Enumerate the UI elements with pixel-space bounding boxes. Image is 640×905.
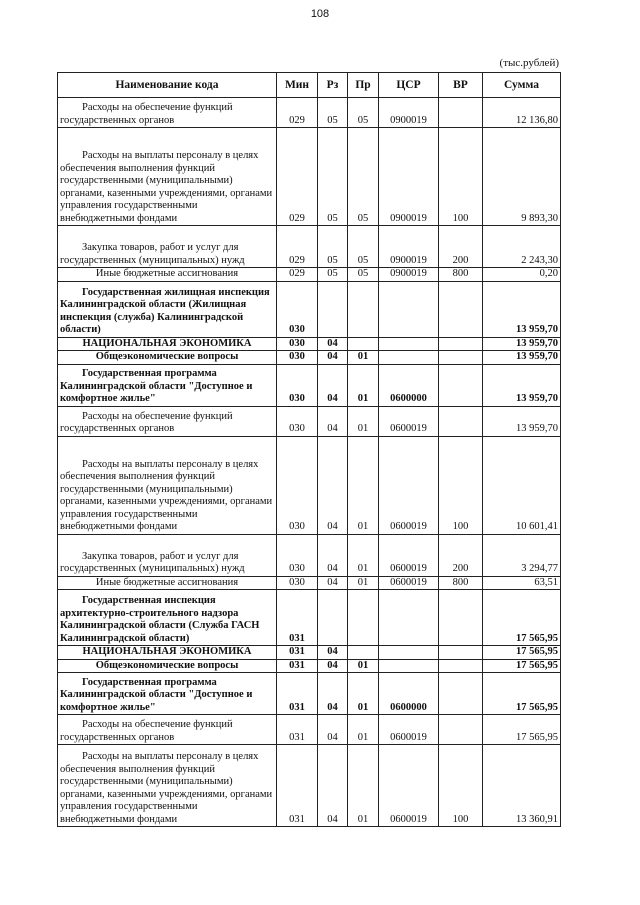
cell-min: 031 (277, 673, 318, 715)
cell-name: НАЦИОНАЛЬНАЯ ЭКОНОМИКА (58, 337, 277, 351)
cell-sum: 13 360,91 (483, 745, 561, 827)
cell-vr (439, 406, 483, 436)
cell-min: 029 (277, 226, 318, 268)
table-row (58, 268, 561, 282)
cell-min: 029 (277, 98, 318, 128)
table-row (58, 436, 561, 534)
cell-sum: 3 294,77 (483, 534, 561, 576)
table-row (58, 590, 561, 646)
header-name: Наименование кода (58, 73, 277, 98)
cell-csr (379, 646, 439, 660)
header-csr: ЦСР (379, 73, 439, 98)
table-row (58, 659, 561, 673)
table-row (58, 576, 561, 590)
cell-sum: 13 959,70 (483, 351, 561, 365)
cell-name: Государственная программа Калининградской области "Доступное и комфортное жилье" (58, 673, 277, 715)
cell-csr: 0600000 (379, 364, 439, 406)
cell-sum: 17 565,95 (483, 715, 561, 745)
table-header-row (58, 73, 561, 98)
cell-min: 029 (277, 268, 318, 282)
cell-csr: 0600000 (379, 673, 439, 715)
cell-name: Государственная жилищная инспекция Калининградской области (Жилищная инспекция (служба) Калининградской области) (58, 281, 277, 337)
cell-sum: 13 959,70 (483, 337, 561, 351)
cell-vr: 800 (439, 268, 483, 282)
cell-csr: 0900019 (379, 128, 439, 226)
table-row (58, 351, 561, 365)
cell-sum: 10 601,41 (483, 436, 561, 534)
cell-vr (439, 351, 483, 365)
cell-vr (439, 646, 483, 660)
cell-vr (439, 715, 483, 745)
cell-csr (379, 337, 439, 351)
page-number: 108 (310, 8, 330, 20)
cell-sum: 17 565,95 (483, 673, 561, 715)
table-row (58, 646, 561, 660)
table-row (58, 281, 561, 337)
cell-vr: 200 (439, 534, 483, 576)
cell-min: 030 (277, 351, 318, 365)
cell-csr: 0600019 (379, 406, 439, 436)
cell-rz: 04 (318, 745, 348, 827)
cell-sum: 13 959,70 (483, 406, 561, 436)
cell-csr: 0600019 (379, 576, 439, 590)
cell-csr: 0900019 (379, 226, 439, 268)
cell-min: 031 (277, 646, 318, 660)
header-rz: Рз (318, 73, 348, 98)
cell-rz: 04 (318, 646, 348, 660)
cell-csr: 0600019 (379, 745, 439, 827)
cell-csr: 0600019 (379, 534, 439, 576)
cell-vr (439, 98, 483, 128)
header-pr: Пр (348, 73, 379, 98)
cell-pr: 01 (348, 364, 379, 406)
cell-rz: 04 (318, 436, 348, 534)
cell-vr (439, 659, 483, 673)
header-sum: Сумма (483, 73, 561, 98)
cell-sum: 2 243,30 (483, 226, 561, 268)
cell-rz: 04 (318, 351, 348, 365)
cell-name: Государственная инспекция архитектурно-строительного надзора Калининградской области (Служба ГАСН Калининградской области) (58, 590, 277, 646)
table-row (58, 406, 561, 436)
table-row (58, 364, 561, 406)
cell-pr: 01 (348, 576, 379, 590)
cell-min: 031 (277, 659, 318, 673)
cell-min: 030 (277, 534, 318, 576)
cell-min: 030 (277, 337, 318, 351)
cell-name: Государственная программа Калининградской области "Доступное и комфортное жилье" (58, 364, 277, 406)
cell-rz: 04 (318, 406, 348, 436)
cell-sum: 17 565,95 (483, 590, 561, 646)
cell-csr: 0600019 (379, 436, 439, 534)
cell-sum: 9 893,30 (483, 128, 561, 226)
cell-pr: 05 (348, 128, 379, 226)
cell-rz: 05 (318, 268, 348, 282)
cell-rz: 04 (318, 534, 348, 576)
cell-csr: 0600019 (379, 715, 439, 745)
cell-min: 029 (277, 128, 318, 226)
cell-name: Иные бюджетные ассигнования (58, 268, 277, 282)
table-row (58, 745, 561, 827)
cell-min: 030 (277, 436, 318, 534)
cell-vr (439, 590, 483, 646)
table-body (58, 98, 561, 827)
cell-csr: 0900019 (379, 268, 439, 282)
cell-pr: 01 (348, 406, 379, 436)
table-row (58, 673, 561, 715)
cell-name: Расходы на выплаты персоналу в целях обеспечения выполнения функций государственными (муниципальными) органами, казенными учреждениями, органами управления государственными внебюджетными фондами (58, 745, 277, 827)
cell-vr (439, 337, 483, 351)
header-vr: ВР (439, 73, 483, 98)
cell-pr (348, 281, 379, 337)
cell-pr (348, 337, 379, 351)
cell-pr: 01 (348, 351, 379, 365)
cell-pr: 01 (348, 659, 379, 673)
cell-name: Закупка товаров, работ и услуг для государственных (муниципальных) нужд (58, 534, 277, 576)
table-row (58, 715, 561, 745)
cell-pr: 01 (348, 745, 379, 827)
header-min: Мин (277, 73, 318, 98)
cell-csr (379, 351, 439, 365)
table-row (58, 98, 561, 128)
cell-csr (379, 281, 439, 337)
cell-rz: 04 (318, 715, 348, 745)
cell-name: НАЦИОНАЛЬНАЯ ЭКОНОМИКА (58, 646, 277, 660)
cell-sum: 17 565,95 (483, 646, 561, 660)
table-row (58, 128, 561, 226)
cell-rz (318, 590, 348, 646)
cell-pr (348, 590, 379, 646)
cell-vr (439, 673, 483, 715)
cell-min: 030 (277, 406, 318, 436)
cell-sum: 12 136,80 (483, 98, 561, 128)
cell-min: 030 (277, 576, 318, 590)
cell-sum: 63,51 (483, 576, 561, 590)
cell-sum: 13 959,70 (483, 281, 561, 337)
cell-sum: 17 565,95 (483, 659, 561, 673)
cell-min: 031 (277, 590, 318, 646)
cell-pr (348, 646, 379, 660)
cell-min: 030 (277, 364, 318, 406)
cell-vr (439, 281, 483, 337)
cell-csr (379, 590, 439, 646)
table-row (58, 226, 561, 268)
table-row (58, 337, 561, 351)
cell-rz: 04 (318, 364, 348, 406)
cell-name: Иные бюджетные ассигнования (58, 576, 277, 590)
cell-name: Расходы на выплаты персоналу в целях обеспечения выполнения функций государственными (муниципальными) органами, казенными учреждениями, органами управления государственными внебюджетными фондами (58, 436, 277, 534)
cell-name: Закупка товаров, работ и услуг для государственных (муниципальных) нужд (58, 226, 277, 268)
cell-sum: 0,20 (483, 268, 561, 282)
cell-rz: 04 (318, 576, 348, 590)
table-row (58, 534, 561, 576)
cell-name: Общеэкономические вопросы (58, 659, 277, 673)
cell-name: Расходы на обеспечение функций государственных органов (58, 406, 277, 436)
cell-rz: 05 (318, 98, 348, 128)
cell-vr: 100 (439, 436, 483, 534)
cell-vr: 100 (439, 128, 483, 226)
units-label: (тыс.рублей) (499, 57, 559, 69)
cell-rz: 05 (318, 128, 348, 226)
cell-rz: 04 (318, 659, 348, 673)
cell-pr: 05 (348, 268, 379, 282)
cell-pr: 01 (348, 715, 379, 745)
cell-min: 031 (277, 715, 318, 745)
cell-rz: 04 (318, 337, 348, 351)
cell-rz: 05 (318, 226, 348, 268)
cell-name: Расходы на обеспечение функций государственных органов (58, 715, 277, 745)
cell-rz: 04 (318, 673, 348, 715)
cell-vr: 200 (439, 226, 483, 268)
cell-pr: 05 (348, 226, 379, 268)
cell-pr: 01 (348, 534, 379, 576)
cell-vr: 100 (439, 745, 483, 827)
cell-rz (318, 281, 348, 337)
cell-vr: 800 (439, 576, 483, 590)
cell-csr: 0900019 (379, 98, 439, 128)
budget-table (57, 72, 561, 827)
cell-vr (439, 364, 483, 406)
cell-min: 031 (277, 745, 318, 827)
cell-csr (379, 659, 439, 673)
cell-pr: 05 (348, 98, 379, 128)
cell-name: Расходы на выплаты персоналу в целях обеспечения выполнения функций государственными (муниципальными) органами, казенными учреждениями, органами управления государственными внебюджетными фондами (58, 128, 277, 226)
cell-min: 030 (277, 281, 318, 337)
cell-pr: 01 (348, 673, 379, 715)
cell-name: Общеэкономические вопросы (58, 351, 277, 365)
cell-name: Расходы на обеспечение функций государственных органов (58, 98, 277, 128)
cell-sum: 13 959,70 (483, 364, 561, 406)
cell-pr: 01 (348, 436, 379, 534)
